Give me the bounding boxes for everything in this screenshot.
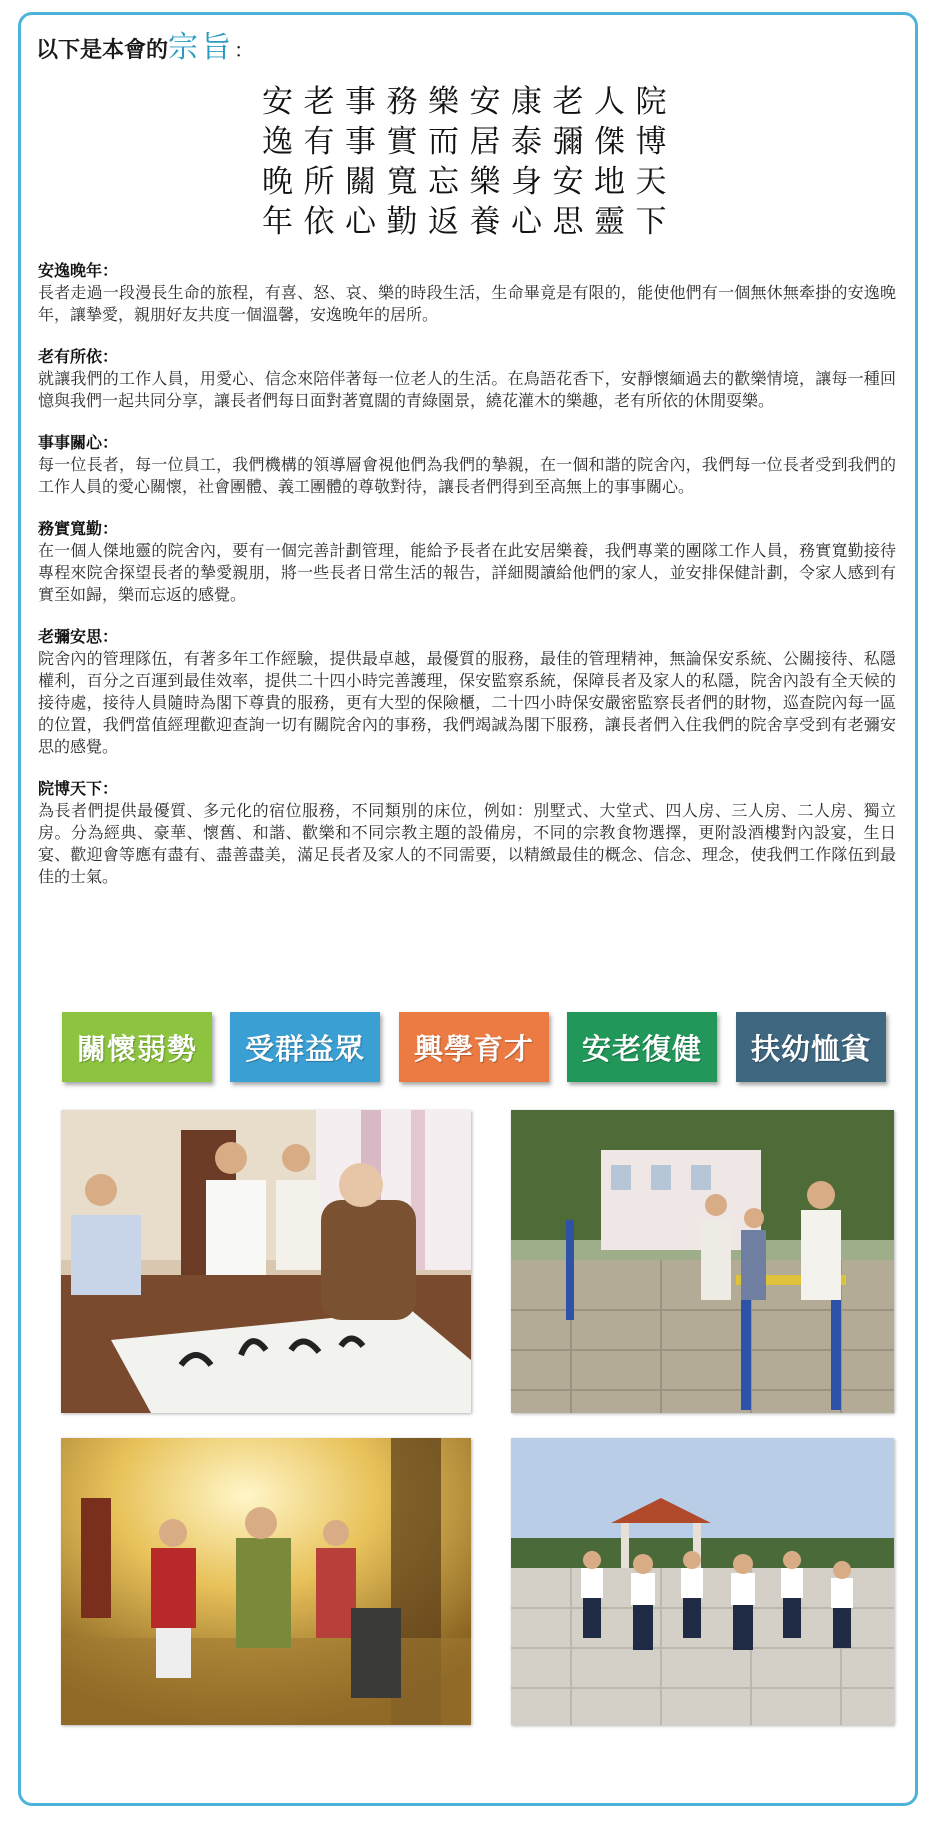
section-body: 院舍內的管理隊伍，有著多年工作經驗，提供最卓越，最優質的服務，最佳的管理精神，無論保安系統、公關接待、私隱權利，百分之百運到最佳效率，提供二十四小時完善護理，保安監察系統，保障長者及家人的私隱，院舍內設有全天候的接待處，接待人員隨時為閣下尊貴的服務，更有大型的保險櫃，二十四小時保安嚴密監察長者們的財物，巡查院內每一區的位置，我們當值經理歡迎查詢一切有關院舍內的事務，我們竭誠為閣下服務，讓長者們入住我們的院舍享受到有老彌安思的感覺。 <box>38 649 896 756</box>
section-title: 務實寬勤： <box>38 519 119 538</box>
section-laoyou <box>38 346 896 412</box>
tai-chi-sunlight-icon <box>61 1438 471 1725</box>
group-tai-chi-plaza-icon <box>511 1438 894 1725</box>
mission-sections <box>38 260 896 908</box>
tag-elderly-rehab: 安老復健 <box>567 1012 717 1082</box>
intro-prefix: 以下是本會的 <box>36 37 169 63</box>
section-title: 安逸晚年： <box>38 261 119 280</box>
intro-colon: ： <box>234 38 255 62</box>
elderly-outdoor-exercise-icon <box>511 1110 894 1413</box>
poem-line: 逸有事實而居泰彌傑博 <box>262 124 677 160</box>
section-anyi <box>38 260 896 326</box>
tag-caring-disadvantaged: 關懷弱勢 <box>62 1012 212 1082</box>
section-laomi <box>38 626 896 758</box>
section-title: 事事關心： <box>38 433 119 452</box>
intro-highlight: 宗旨 <box>168 30 235 65</box>
section-body: 長者走過一段漫長生命的旅程，有喜、怒、哀、樂的時段生活，生命畢竟是有限的，能使他們有一個無休無牽掛的安逸晚年，讓摯愛，親朋好友共度一個溫馨，安逸晚年的居所。 <box>38 283 896 324</box>
motto-poem <box>262 82 677 242</box>
service-tags <box>62 1012 887 1086</box>
intro-heading <box>36 22 254 66</box>
section-shishi <box>38 432 896 498</box>
section-body: 就讓我們的工作人員，用愛心、信念來陪伴著每一位老人的生活。在鳥語花香下，安靜懷緬過去的歡樂情境，讓每一種回憶與我們一起共同分享，讓長者們每日面對著寬闊的青綠園景，繞花灌木的樂趣，老有所依的休閒耍樂。 <box>38 369 896 410</box>
tag-benefit-public: 受群益眾 <box>230 1012 380 1082</box>
poem-line: 安老事務樂安康老人院 <box>262 84 677 120</box>
section-body: 為長者們提供最優質、多元化的宿位服務，不同類別的床位，例如：別墅式、大堂式、四人房、三人房、二人房、獨立房。分為經典、豪華、懷舊、和諧、歡樂和不同宗教主題的設備房，不同的宗教食物選擇，更附設酒樓對內設宴，生日宴、歡迎會等應有盡有、盡善盡美，滿足長者及家人的不同需要，以精緻最佳的概念、信念、理念，使我們工作隊伍到最佳的士氣。 <box>38 801 896 886</box>
section-title: 老彌安思： <box>38 627 119 646</box>
elderly-man-calligraphy-icon <box>61 1110 471 1413</box>
section-body: 每一位長者，每一位員工，我們機構的領導層會視他們為我們的摯親，在一個和諧的院舍內，我們每一位長者受到我們的工作人員的愛心關懷，社會團體、義工團體的尊敬對待，讓長者們得到至高無上的事事關心。 <box>38 455 896 496</box>
tag-child-poverty: 扶幼恤貧 <box>736 1012 886 1082</box>
section-title: 院博天下： <box>38 779 119 798</box>
tag-education: 興學育才 <box>399 1012 549 1082</box>
section-body: 在一個人傑地靈的院舍內，要有一個完善計劃管理，能給予長者在此安居樂養，我們專業的團隊工作人員，務實寬勤接待專程來院舍探望長者的摯愛親朋，將一些長者日常生活的報告，詳細閱讀給他們的家人，並安排保健計劃，令家人感到有實至如歸，樂而忘返的感覺。 <box>38 541 896 604</box>
section-title: 老有所依： <box>38 347 119 366</box>
poem-line: 晚所關寬忘樂身安地天 <box>262 164 677 200</box>
poem-line: 年依心勤返養心思靈下 <box>262 204 677 240</box>
section-yuanbo <box>38 778 896 888</box>
section-wushi <box>38 518 896 606</box>
